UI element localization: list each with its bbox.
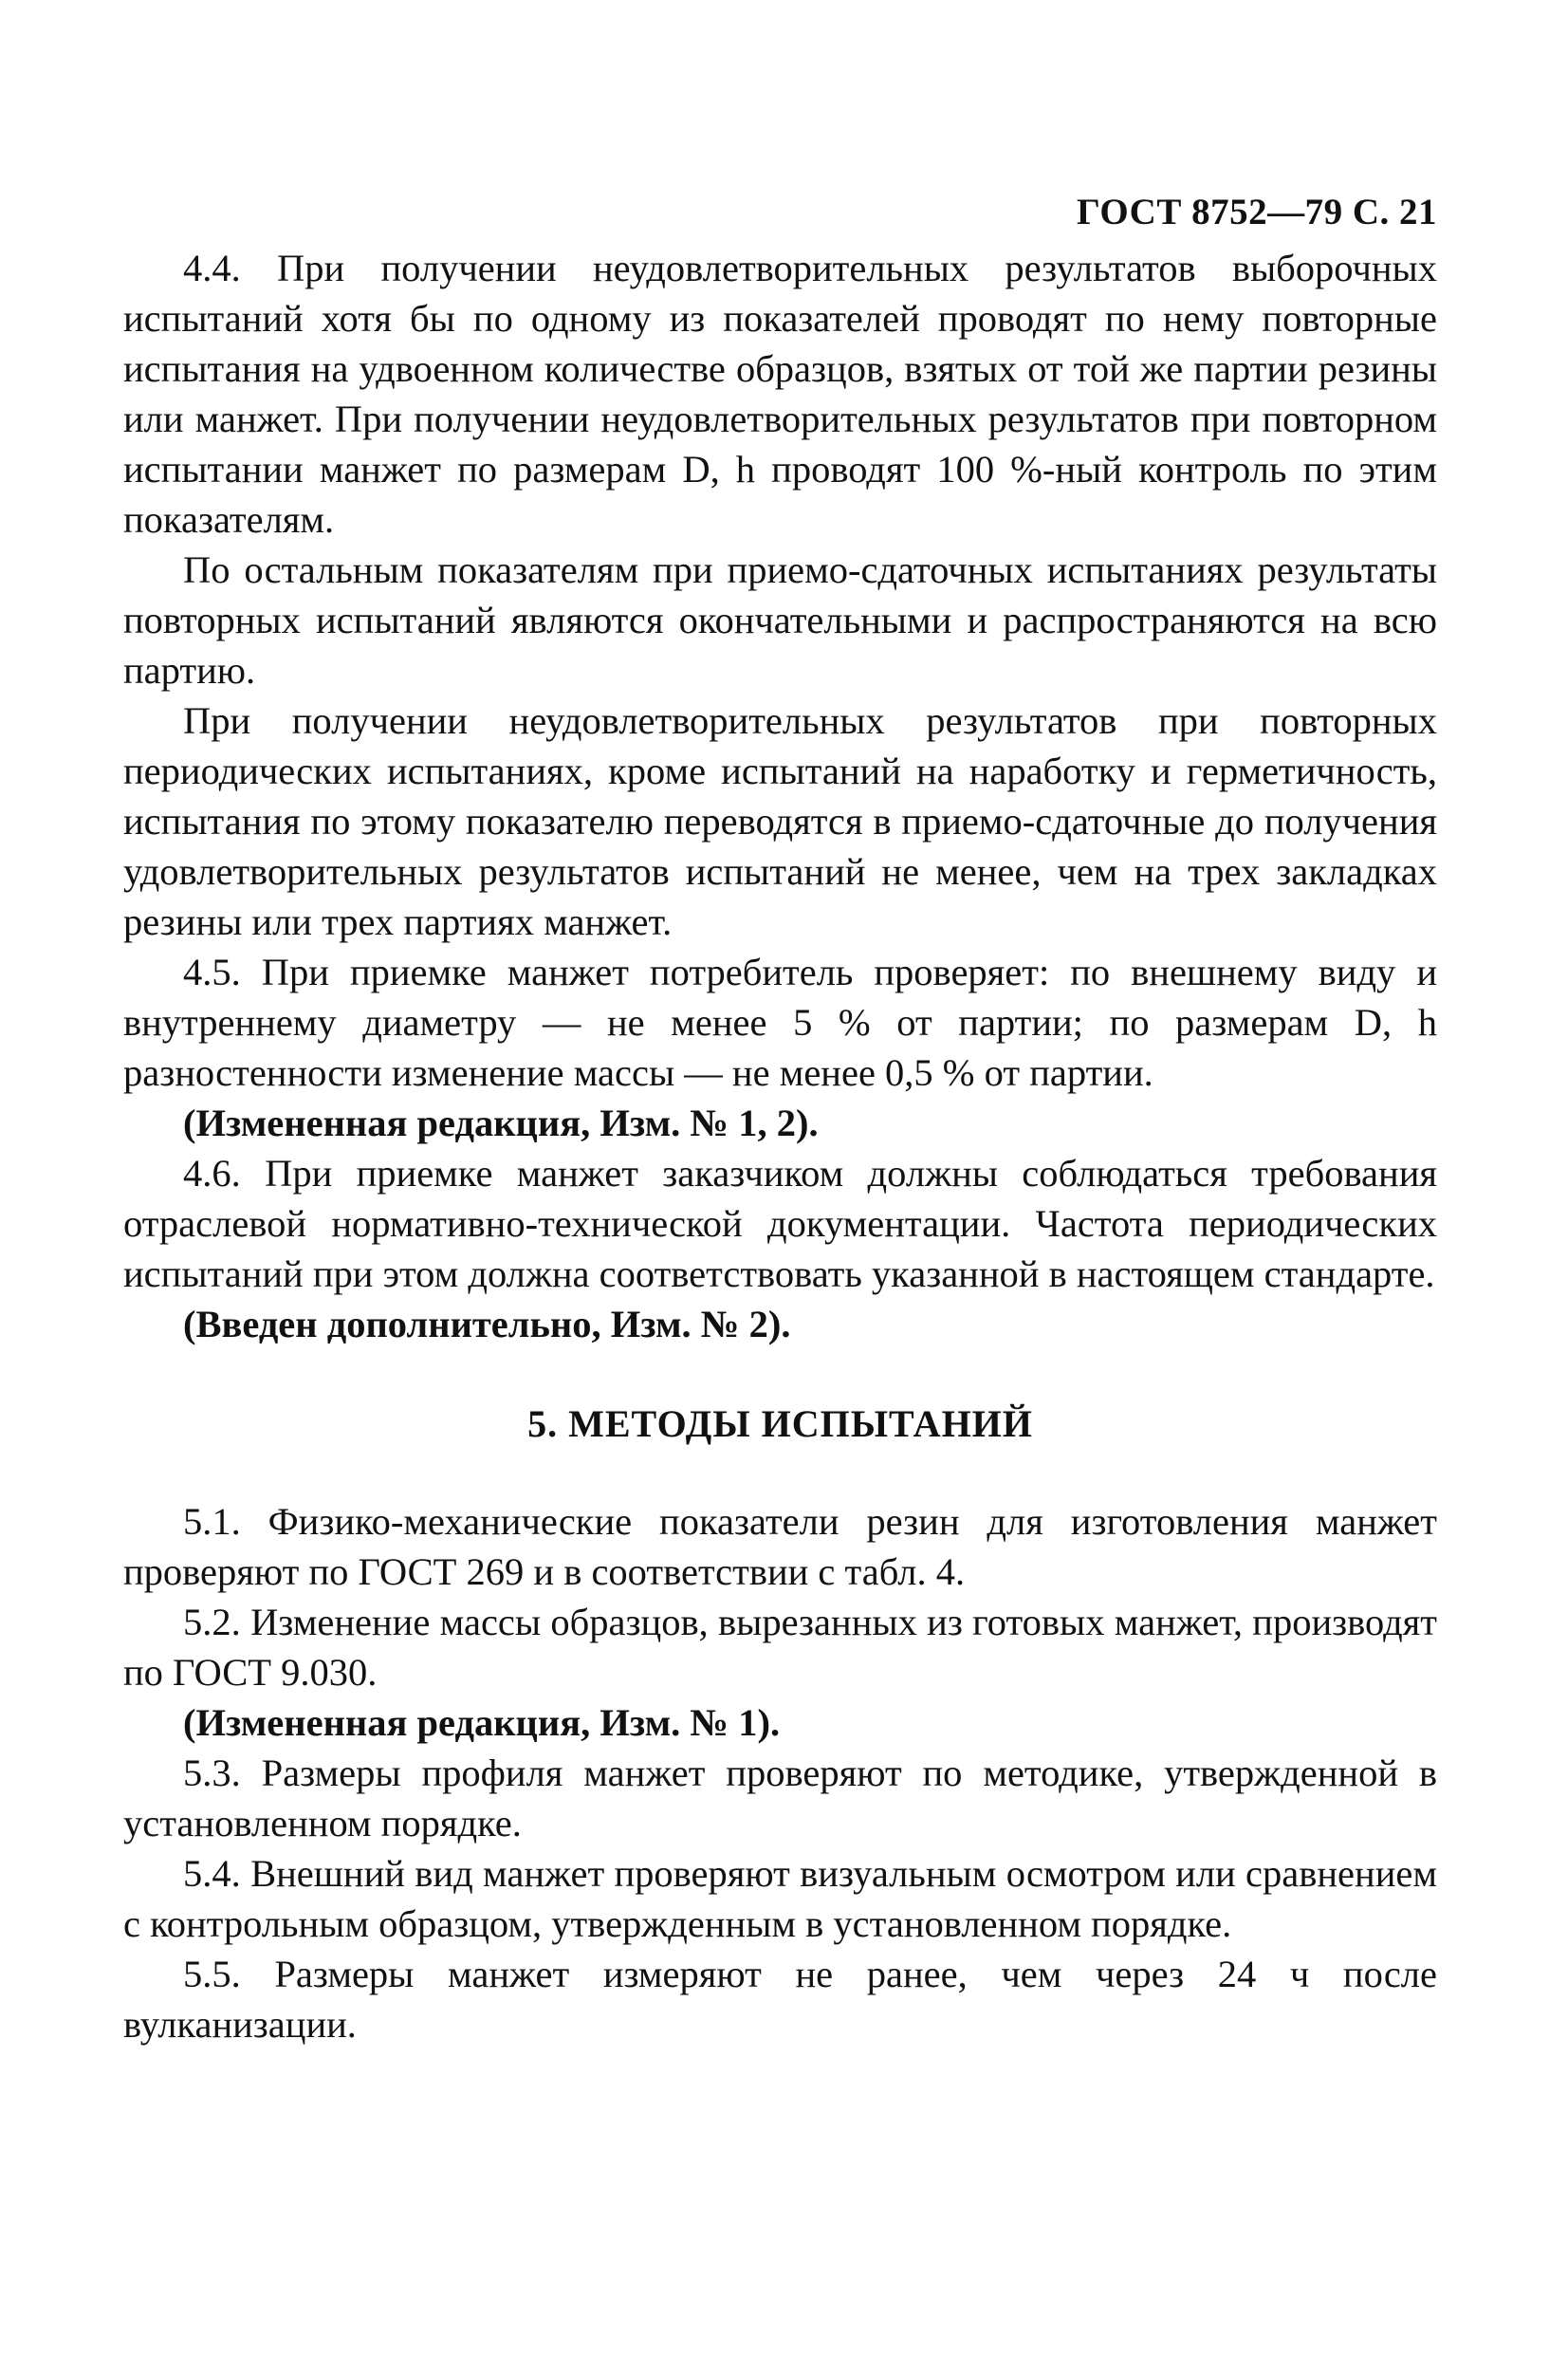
document-page bbox=[123, 190, 1437, 2049]
amendment-note: (Измененная редакция, Изм. № 1, 2). bbox=[183, 1102, 819, 1144]
paragraph-5-1: 5.1. Физико-механические показатели резин для изготовления манжет проверяют по ГОСТ 269 и в соответствии с табл. 4. bbox=[123, 1500, 1437, 1593]
running-head: ГОСТ 8752—79 С. 21 bbox=[1077, 192, 1437, 232]
amendment-note: (Измененная редакция, Изм. № 1). bbox=[183, 1701, 781, 1744]
paragraph-4-5: 4.5. При приемке манжет потребитель проверяет: по внешнему виду и внутреннему диаметру — не менее 5 % от партии; по размерам D, h разностенности изменение массы — не менее 0,5 % от партии. bbox=[123, 951, 1437, 1094]
paragraph-5-5: 5.5. Размеры манжет измеряют не ранее, чем через 24 ч после вулканизации. bbox=[123, 1953, 1437, 2046]
paragraph-4-6: 4.6. При приемке манжет заказчиком должны соблюдаться требования отраслевой нормативно-технической документации. Частота периодических испытаний при этом должна соответствовать указанной в настоящем стандарте. bbox=[123, 1152, 1437, 1295]
paragraph-4-4-continued: По остальным показателям при приемо-сдаточных испытаниях результаты повторных испытаний являются окончательными и распространяются на всю партию. bbox=[123, 548, 1437, 692]
paragraph-4-4-periodic: При получении неудовлетворительных результатов при повторных периодических испытаниях, кроме испытаний на наработку и герметичность, испытания по этому показателю переводятся в приемо-сдаточные до получения удовлетворительных результатов испытаний не менее, чем на трех закладках резины или трех партиях манжет. bbox=[123, 699, 1437, 943]
paragraph-5-4: 5.4. Внешний вид манжет проверяют визуальным осмотром или сравнением с контрольным образцом, утвержденным в установленном порядке. bbox=[123, 1852, 1437, 1945]
paragraph-5-3: 5.3. Размеры профиля манжет проверяют по методике, утвержденной в установленном порядке. bbox=[123, 1752, 1437, 1844]
paragraph-4-4: 4.4. При получении неудовлетворительных результатов выборочных испытаний хотя бы по одному из показателей проводят по нему повторные испытания на удвоенном количестве образцов, взятых от той же партии резины или манжет. При получении неудовлетворительных результатов при повторном испытании манжет по размерам D, h проводят 100 %-ный контроль по этим показателям. bbox=[123, 247, 1437, 541]
amendment-note: (Введен дополнительно, Изм. № 2). bbox=[183, 1303, 791, 1345]
section-title: 5. МЕТОДЫ ИСПЫТАНИЙ bbox=[527, 1402, 1033, 1445]
paragraph-5-2: 5.2. Изменение массы образцов, вырезанных из готовых манжет, производят по ГОСТ 9.030. bbox=[123, 1601, 1437, 1694]
